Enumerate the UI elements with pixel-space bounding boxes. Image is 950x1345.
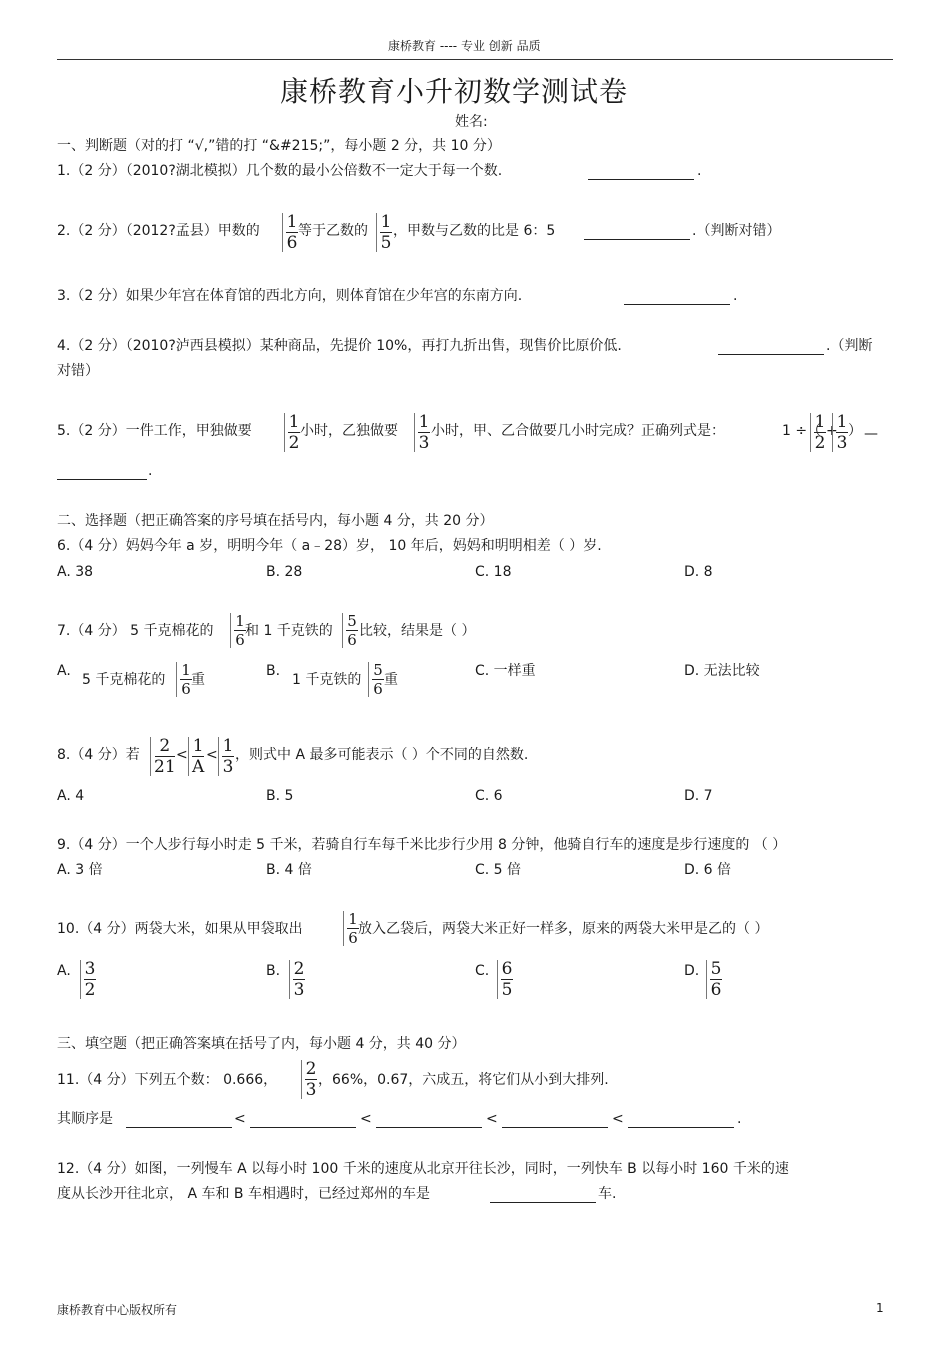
q5-formula-fraction-1-2: 1 2 bbox=[810, 413, 828, 452]
q9-option-c[interactable]: C. 5 倍 bbox=[475, 862, 522, 878]
footer-copyright: 康桥教育中心版权所有 bbox=[57, 1303, 178, 1317]
q10-option-d-label[interactable]: D. bbox=[684, 963, 700, 979]
q2-fraction-1-6: 1 6 bbox=[282, 213, 300, 252]
q1-period: . bbox=[697, 163, 702, 179]
q6-option-b[interactable]: B. 28 bbox=[266, 564, 303, 580]
q11-order-label: 其顺序是 bbox=[57, 1111, 113, 1127]
section-3-heading: 三、填空题（把正确答案填在括号了内，每小题 4 分，共 40 分） bbox=[57, 1036, 466, 1052]
q10-option-c-label[interactable]: C. bbox=[475, 963, 490, 979]
q8-fraction-1-A: 1 A bbox=[188, 737, 206, 776]
q8-option-c[interactable]: C. 6 bbox=[475, 788, 503, 804]
q10-option-a-fraction[interactable]: 3 2 bbox=[80, 960, 98, 999]
question-6: 6.（4 分）妈妈今年 a 岁，明明今年（ a﹣28）岁， 10 年后，妈妈和明明相差（ ）岁. bbox=[57, 538, 602, 554]
page-header: 康桥教育 ---- 专业 创新 品质 bbox=[388, 39, 541, 53]
question-9: 9.（4 分）一个人步行每小时走 5 千米，若骑自行车每千米比步行少用 8 分钟，他骑自行车的速度是步行速度的 （ ） bbox=[57, 837, 787, 853]
page-number: 1 bbox=[876, 1301, 884, 1315]
q5-plus: + bbox=[826, 423, 838, 439]
q2-fraction-1-5: 1 5 bbox=[376, 213, 394, 252]
q5-text-c: 小时，甲、乙合做要几小时完成？正确列式是： bbox=[431, 423, 725, 439]
q11-fraction-2-3: 2 3 bbox=[301, 1060, 319, 1099]
q8-less-than-2: < bbox=[206, 747, 218, 763]
q5-answer-blank[interactable] bbox=[57, 465, 147, 480]
q2-text-d: .（判断对错） bbox=[692, 223, 781, 239]
name-label: 姓名: bbox=[455, 114, 488, 130]
q5-text-b: 小时，乙独做要 bbox=[300, 423, 398, 439]
q10-option-a-label[interactable]: A. bbox=[57, 963, 71, 979]
q1-answer-blank[interactable] bbox=[588, 165, 694, 180]
q7-text-a: 7.（4 分） 5 千克棉花的 bbox=[57, 623, 214, 639]
q9-option-a[interactable]: A. 3 倍 bbox=[57, 862, 103, 878]
q11-blank-1[interactable] bbox=[126, 1113, 232, 1128]
q7-fraction-1-6: 1 6 bbox=[230, 613, 248, 648]
q8-text-b: ，则式中 A 最多可能表示（ ）个不同的自然数. bbox=[235, 747, 529, 763]
q4-text-a: 4.（2 分）（2010?泸西县模拟）某种商品，先提价 10%，再打九折出售，现售价比原价低. bbox=[57, 338, 622, 354]
q7-text-b: 和 1 千克铁的 bbox=[245, 623, 333, 639]
q11-lt-1: < bbox=[234, 1111, 246, 1127]
q11-period: . bbox=[737, 1111, 742, 1127]
q5-fraction-1-3: 1 3 bbox=[414, 413, 432, 452]
q7-option-a-end: 重 bbox=[191, 672, 205, 688]
q11-blank-2[interactable] bbox=[250, 1113, 356, 1128]
q11-blank-4[interactable] bbox=[502, 1113, 608, 1128]
q9-option-d[interactable]: D. 6 倍 bbox=[684, 862, 732, 878]
q10-text-b: 放入乙袋后，两袋大米正好一样多，原来的两袋大米甲是乙的（ ） bbox=[358, 921, 769, 937]
q4-text-b: .（判断 bbox=[826, 338, 873, 354]
q5-text-a: 5.（2 分）一件工作，甲独做要 bbox=[57, 423, 252, 439]
q6-option-c[interactable]: C. 18 bbox=[475, 564, 512, 580]
question-3: 3.（2 分）如果少年宫在体育馆的西北方向，则体育馆在少年宫的东南方向. bbox=[57, 288, 523, 304]
q12-text-b: 度从长沙开往北京， A 车和 B 车相遇时，已经过郑州的车是 bbox=[57, 1186, 430, 1202]
q5-close-paren: ） bbox=[848, 423, 862, 439]
q9-option-b[interactable]: B. 4 倍 bbox=[266, 862, 312, 878]
q4-answer-blank[interactable] bbox=[718, 340, 824, 355]
q2-text-c: ，甲数与乙数的比是 6：5 bbox=[393, 223, 556, 239]
q7-option-b-end: 重 bbox=[384, 672, 398, 688]
q8-less-than-1: < bbox=[176, 747, 188, 763]
section-1-heading: 一、判断题（对的打 “√,”错的打 “&#215;”，每小题 2 分，共 10 分） bbox=[57, 138, 501, 154]
q5-formula-fraction-1-3: 1 3 bbox=[832, 413, 850, 452]
q8-fraction-1-3: 1 3 bbox=[218, 737, 236, 776]
q10-fraction-1-6: 1 6 bbox=[343, 911, 361, 946]
q7-option-b-fraction: 5 6 bbox=[368, 662, 386, 697]
q11-lt-2: < bbox=[360, 1111, 372, 1127]
q10-text-a: 10.（4 分）两袋大米，如果从甲袋取出 bbox=[57, 921, 303, 937]
q7-fraction-5-6: 5 6 bbox=[342, 613, 360, 648]
q3-period: . bbox=[733, 288, 738, 304]
q5-dash: — bbox=[864, 426, 878, 442]
q5-text-d: 1 ÷（ bbox=[782, 423, 822, 439]
q4-text-c: 对错） bbox=[57, 363, 99, 379]
q2-text-b: 等于乙数的 bbox=[298, 223, 368, 239]
q10-option-b-label[interactable]: B. bbox=[266, 963, 281, 979]
q10-option-c-fraction[interactable]: 6 5 bbox=[497, 960, 515, 999]
q7-option-a-fraction: 1 6 bbox=[176, 662, 194, 697]
q7-option-c[interactable]: C. 一样重 bbox=[475, 663, 536, 679]
q8-option-a[interactable]: A. 4 bbox=[57, 788, 85, 804]
q8-fraction-2-21: 2 21 bbox=[150, 737, 178, 776]
q3-answer-blank[interactable] bbox=[624, 290, 730, 305]
q10-option-b-fraction[interactable]: 2 3 bbox=[289, 960, 307, 999]
q7-option-b-text[interactable]: 1 千克铁的 bbox=[292, 672, 362, 688]
q8-text-a: 8.（4 分）若 bbox=[57, 747, 140, 763]
q11-lt-3: < bbox=[486, 1111, 498, 1127]
q7-option-a-label[interactable]: A. bbox=[57, 663, 71, 679]
section-2-heading: 二、选择题（把正确答案的序号填在括号内，每小题 4 分，共 20 分） bbox=[57, 513, 494, 529]
q11-text-a: 11.（4 分）下列五个数： 0.666， bbox=[57, 1072, 278, 1088]
q12-text-c: 车. bbox=[598, 1186, 617, 1202]
q10-option-d-fraction[interactable]: 5 6 bbox=[706, 960, 724, 999]
q11-lt-4: < bbox=[612, 1111, 624, 1127]
page-title: 康桥教育小升初数学测试卷 bbox=[280, 75, 629, 108]
header-rule bbox=[57, 59, 893, 60]
q7-option-b-label[interactable]: B. bbox=[266, 663, 281, 679]
q5-fraction-1-2: 1 2 bbox=[284, 413, 302, 452]
question-1: 1.（2 分）（2010?湖北模拟）几个数的最小公倍数不一定大于每一个数. bbox=[57, 163, 503, 179]
q11-blank-3[interactable] bbox=[376, 1113, 482, 1128]
q6-option-a[interactable]: A. 38 bbox=[57, 564, 94, 580]
q8-option-d[interactable]: D. 7 bbox=[684, 788, 713, 804]
q12-answer-blank[interactable] bbox=[490, 1188, 596, 1203]
q7-option-a-text[interactable]: 5 千克棉花的 bbox=[82, 672, 166, 688]
q7-option-d[interactable]: D. 无法比较 bbox=[684, 663, 760, 679]
q11-text-b: ，66%，0.67，六成五，将它们从小到大排列. bbox=[318, 1072, 609, 1088]
q5-period: . bbox=[148, 463, 153, 479]
q7-text-c: 比较，结果是（ ） bbox=[359, 623, 476, 639]
q12-text-a: 12.（4 分）如图，一列慢车 A 以每小时 100 千米的速度从北京开往长沙，同时，一列快车 B 以每小时 160 千米的速 bbox=[57, 1161, 789, 1177]
q8-option-b[interactable]: B. 5 bbox=[266, 788, 294, 804]
q2-text-a: 2.（2 分）（2012?孟县）甲数的 bbox=[57, 223, 260, 239]
q6-option-d[interactable]: D. 8 bbox=[684, 564, 713, 580]
q11-blank-5[interactable] bbox=[628, 1113, 734, 1128]
q2-answer-blank[interactable] bbox=[584, 225, 690, 240]
